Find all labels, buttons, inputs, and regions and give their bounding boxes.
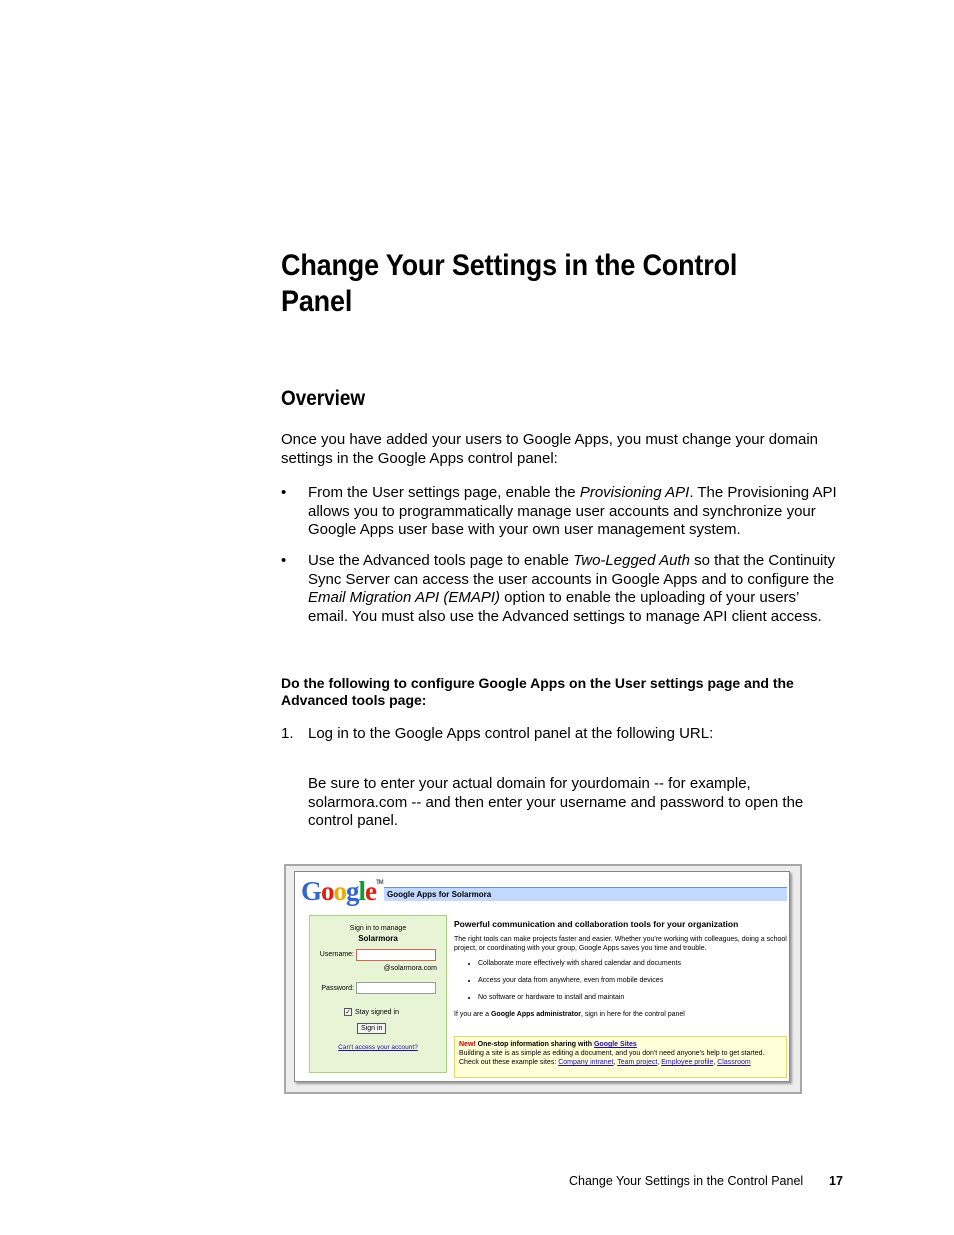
callout-description: Building a site is as simple as editing a document, and you don't need anyone's help to get started. <box>459 1050 765 1057</box>
feature-item: • Access your data from anywhere, even from mobile devices <box>478 976 788 985</box>
example-link-team-project[interactable]: Team project <box>617 1059 658 1066</box>
admin-note-bold: Google Apps administrator <box>490 1011 581 1018</box>
username-label: Username: <box>319 951 354 958</box>
sign-in-button[interactable]: Sign in <box>357 1023 386 1034</box>
step-text: Log in to the Google Apps control panel at the following URL: <box>308 725 714 742</box>
feature-list <box>454 959 788 1002</box>
bullet-text: Use the Advanced tools page to enable <box>308 552 574 569</box>
promo-heading: Powerful communication and collaboration tools for your organization <box>454 919 739 929</box>
examples-label: Check out these example sites: <box>459 1059 559 1066</box>
screenshot-frame <box>284 864 802 1094</box>
logo-letter: e <box>365 876 377 906</box>
password-label: Password: <box>321 985 354 992</box>
bullet-text: From the User settings page, enable the <box>308 484 580 501</box>
password-input[interactable] <box>356 982 436 994</box>
admin-note <box>454 1010 788 1019</box>
trademark: TM <box>376 880 383 886</box>
google-sites-callout: New! One-stop information sharing with Google Sites Building a site is as simple as editing a document, and you don't need anyone's help to get started. Check out these example sites: Company intranet, Team project, Employee profile, Classroom <box>454 1036 787 1078</box>
new-badge: New! <box>459 1041 476 1048</box>
google-sites-link[interactable]: Google Sites <box>593 1041 637 1048</box>
promo-description: The right tools can make projects faster and easier. Whether you're working with colleagues, doing a school project, or coordinating with your group, Google Apps saves you time and trouble. <box>454 936 787 952</box>
emphasis-term: Two-Legged Auth <box>573 552 690 569</box>
procedure-heading: Do the following to configure Google Apps on the User settings page and the Advanced tools page: <box>281 675 794 708</box>
signin-org: Solarmora <box>358 934 398 943</box>
logo-letter: o <box>321 876 334 906</box>
page-number: 17 <box>829 1174 843 1188</box>
signin-box <box>309 915 447 1073</box>
cant-access-link[interactable]: Can't access your account? <box>338 1044 418 1051</box>
callout-text: One-stop information sharing with <box>475 1041 594 1048</box>
google-logo <box>301 876 383 907</box>
logo-letter: g <box>346 876 359 906</box>
feature-item: • Collaborate more effectively with shared calendar and documents <box>478 959 788 968</box>
promo-content <box>454 920 788 1019</box>
bullet-text: so that the Continuity Sync Server can access the user accounts in Google Apps and to configure the <box>308 552 836 588</box>
admin-note-text: , sign in here for the control panel <box>580 1011 685 1018</box>
bullet-text: option to enable the uploading of your users’ email. You must also use the Advanced settings to manage API client access. <box>308 589 822 625</box>
emphasis-term: Email Migration API (EMAPI) <box>308 589 500 606</box>
logo-letter: l <box>358 876 366 906</box>
username-input[interactable] <box>356 949 436 961</box>
bullet-marker: • <box>281 484 287 501</box>
example-link-employee-profile[interactable]: Employee profile <box>661 1059 714 1066</box>
app-title-bar: Google Apps for Solarmora <box>384 887 787 901</box>
domain-suffix: @solarmora.com <box>383 965 437 972</box>
intro-paragraph: Once you have added your users to Google Apps, you must change your domain settings in the Google Apps control panel: <box>281 431 818 467</box>
page-title: Change Your Settings in the Control Panel <box>281 249 738 318</box>
admin-note-text: If you are a <box>454 1011 491 1018</box>
google-apps-login-screenshot <box>294 871 790 1082</box>
signin-prompt: Sign in to manage <box>349 925 407 932</box>
logo-letter: G <box>301 876 322 906</box>
step-number: 1. <box>281 725 294 742</box>
example-link-classroom[interactable]: Classroom <box>717 1059 751 1066</box>
footer-title: Change Your Settings in the Control Panel <box>569 1174 804 1188</box>
logo-letter: o <box>333 876 347 906</box>
section-heading: Overview <box>281 387 366 410</box>
stay-signed-in-checkbox[interactable]: ✓ <box>345 1009 351 1016</box>
step-note: Be sure to enter your actual domain for yourdomain -- for example, solarmora.com -- and then enter your username and password to open the control panel. <box>308 775 804 829</box>
stay-signed-in-label: Stay signed in <box>355 1009 399 1016</box>
example-link-company-intranet[interactable]: Company intranet <box>558 1059 614 1066</box>
bullet-text: . The Provisioning API allows you to programmatically manage user accounts and synchronize your Google Apps user base with your own user management system. <box>308 484 837 538</box>
bullet-marker: • <box>281 552 287 569</box>
feature-item: • No software or hardware to install and maintain <box>478 993 788 1002</box>
emphasis-term: Provisioning API <box>579 484 690 501</box>
